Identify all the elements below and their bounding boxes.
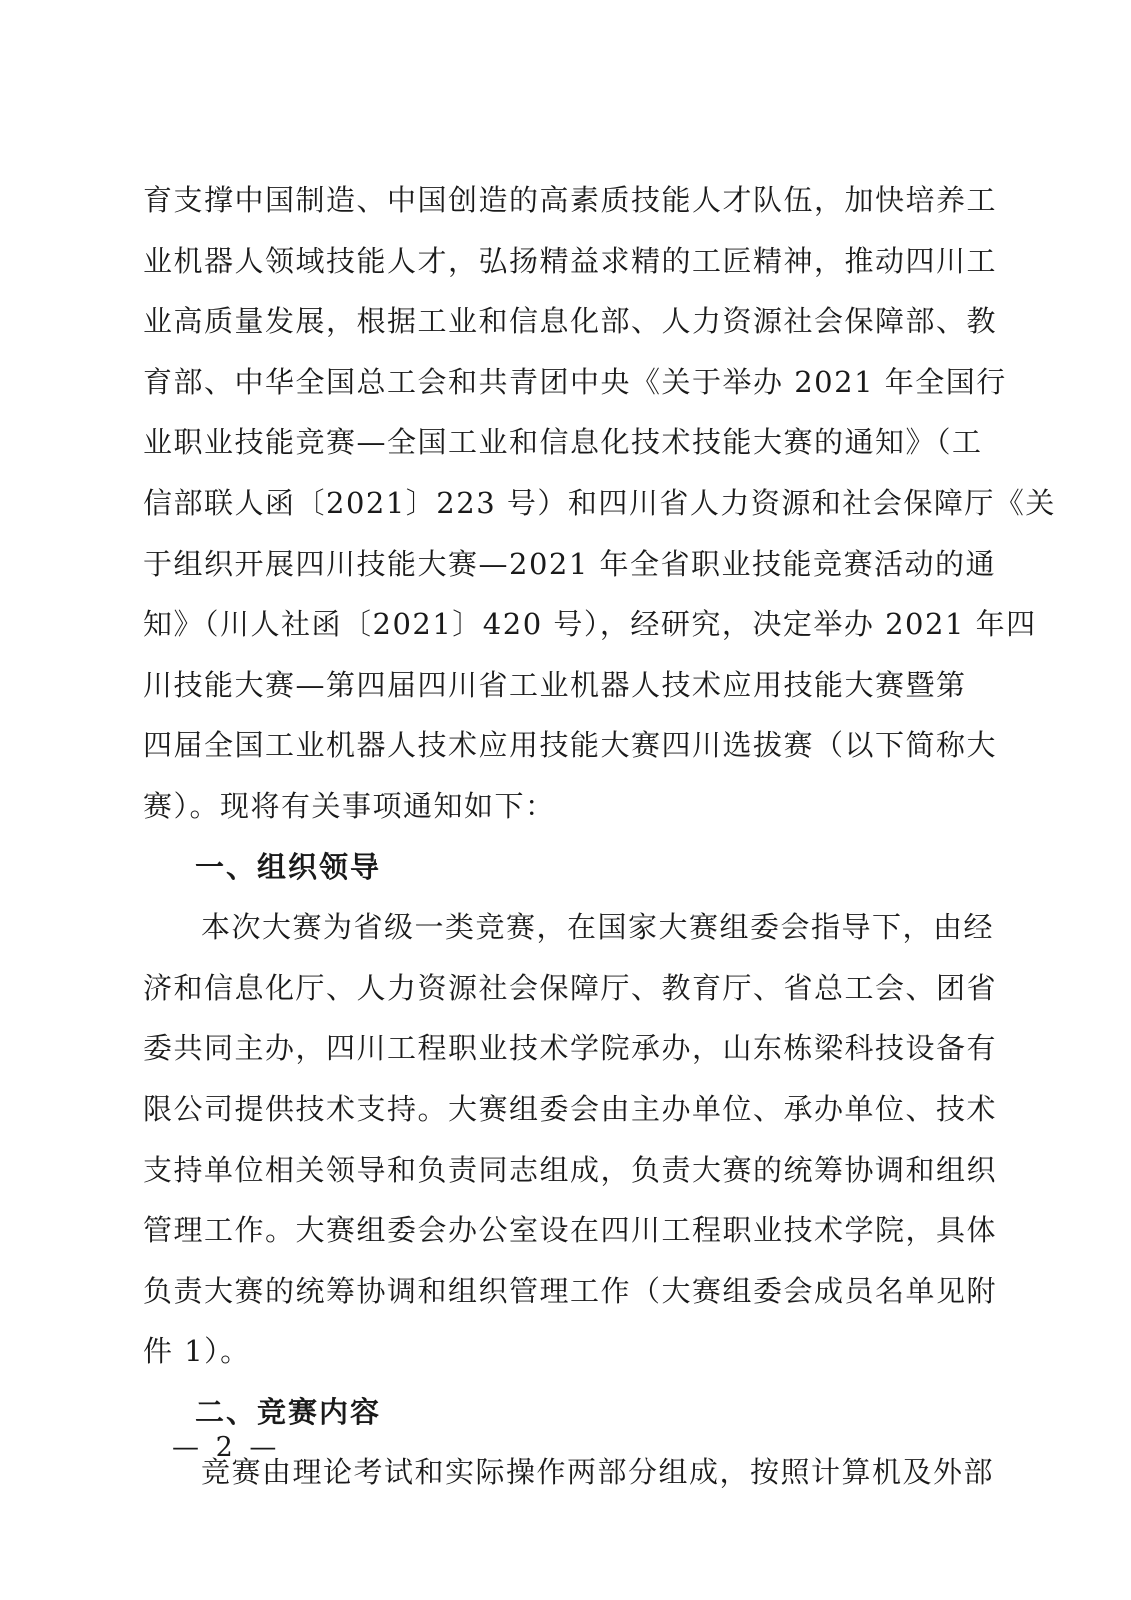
paragraph-line: 支持单位相关领导和负责同志组成，负责大赛的统筹协调和组织 bbox=[143, 1152, 998, 1187]
paragraph-line: 委共同主办，四川工程职业技术学院承办，山东栋梁科技设备有 bbox=[143, 1031, 998, 1066]
paragraph-line: 限公司提供技术支持。大赛组委会由主办单位、承办单位、技术 bbox=[143, 1091, 998, 1126]
paragraph-line: 业职业技能竞赛—全国工业和信息化技术技能大赛的通知》（工 bbox=[143, 425, 983, 460]
paragraph-line: 育部、中华全国总工会和共青团中央《关于举办 2021 年全国行 bbox=[143, 364, 1007, 399]
section-heading-organization: 一、组织领导 bbox=[195, 849, 382, 884]
paragraph-line: 赛）。现将有关事项通知如下： bbox=[143, 788, 556, 823]
paragraph-line: 件 1）。 bbox=[143, 1334, 251, 1369]
paragraph-line: 川技能大赛—第四届四川省工业机器人技术应用技能大赛暨第 bbox=[143, 667, 967, 702]
paragraph-line: 信部联人函〔2021〕223 号）和四川省人力资源和社会保障厅《关 bbox=[143, 485, 1056, 520]
paragraph-line: 于组织开展四川技能大赛—2021 年全省职业技能竞赛活动的通 bbox=[143, 546, 997, 581]
page-number: — 2 — bbox=[172, 1432, 281, 1463]
paragraph-line: 业机器人领域技能人才，弘扬精益求精的工匠精神，推动四川工 bbox=[143, 243, 998, 278]
paragraph-line: 竞赛由理论考试和实际操作两部分组成，按照计算机及外部 bbox=[201, 1455, 995, 1490]
section-heading-content: 二、竞赛内容 bbox=[195, 1394, 382, 1429]
paragraph-line: 济和信息化厅、人力资源社会保障厅、教育厅、省总工会、团省 bbox=[143, 970, 998, 1005]
paragraph-line: 育支撑中国制造、中国创造的高素质技能人才队伍，加快培养工 bbox=[143, 183, 998, 217]
paragraph-line: 管理工作。大赛组委会办公室设在四川工程职业技术学院，具体 bbox=[143, 1213, 998, 1248]
document-body bbox=[143, 170, 1056, 1503]
paragraph-line: 四届全国工业机器人技术应用技能大赛四川选拔赛（以下简称大 bbox=[143, 728, 998, 763]
paragraph-line: 本次大赛为省级一类竞赛，在国家大赛组委会指导下，由经 bbox=[201, 910, 995, 945]
paragraph-line: 业高质量发展，根据工业和信息化部、人力资源社会保障部、教 bbox=[143, 304, 998, 339]
paragraph-line: 知》（川人社函〔2021〕420 号），经研究，决定举办 2021 年四 bbox=[143, 607, 1037, 642]
paragraph-line: 负责大赛的统筹协调和组织管理工作（大赛组委会成员名单见附 bbox=[143, 1273, 998, 1308]
